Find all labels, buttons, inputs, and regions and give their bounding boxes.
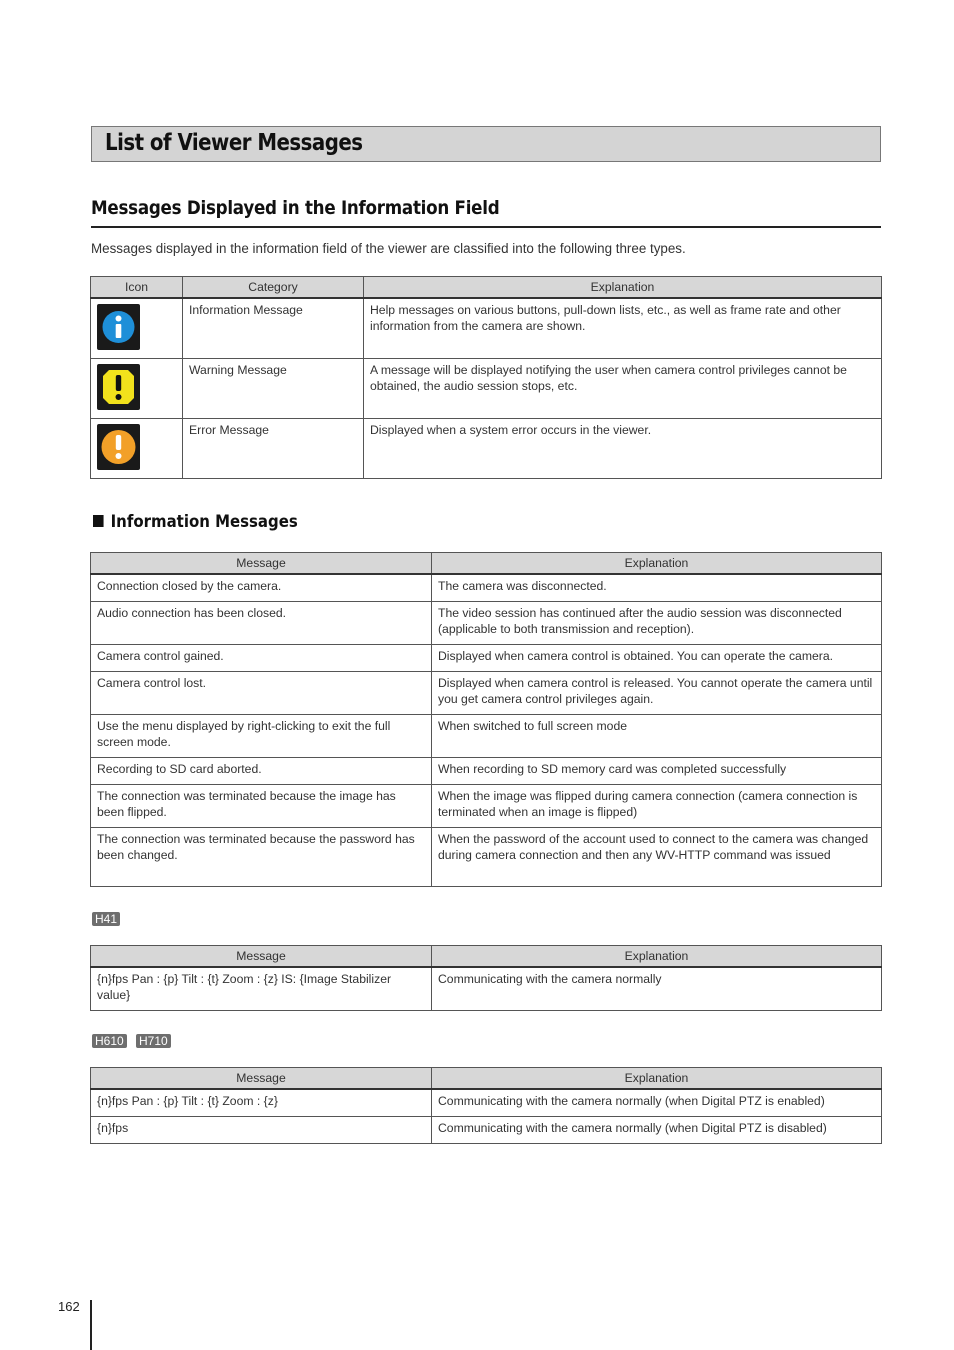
explanation-cell: Help messages on various buttons, pull-down lists, etc., as well as frame rate and other information from the camera are shown. xyxy=(364,298,882,358)
h610-h710-messages-table xyxy=(90,1067,882,1144)
explanation-cell: A message will be displayed notifying the user when camera control privileges cannot be obtained, the audio session stops, etc. xyxy=(364,358,882,418)
explanation-cell: Communicating with the camera normally (when Digital PTZ is disabled) xyxy=(432,1116,882,1143)
page-number: 162 xyxy=(58,1299,80,1314)
table-row xyxy=(91,784,882,827)
message-cell: The connection was terminated because the password has been changed. xyxy=(91,827,432,886)
category-cell: Warning Message xyxy=(183,358,364,418)
message-cell: Camera control lost. xyxy=(91,671,432,714)
explanation-cell: Communicating with the camera normally xyxy=(432,967,882,1010)
message-cell: Recording to SD card aborted. xyxy=(91,757,432,784)
column-header-message: Message xyxy=(91,1068,432,1090)
table-row xyxy=(91,967,882,1010)
information-icon xyxy=(97,304,140,350)
warning-icon xyxy=(97,364,140,410)
column-header-explanation: Explanation xyxy=(432,946,882,968)
information-messages-table xyxy=(90,552,882,887)
table-row xyxy=(91,1116,882,1143)
column-header-explanation: Explanation xyxy=(364,277,882,299)
table-header-row xyxy=(91,553,882,575)
model-tag-h41: H41 xyxy=(92,912,120,926)
model-tag-h610: H610 xyxy=(92,1034,127,1048)
column-header-category: Category xyxy=(183,277,364,299)
table-header-row xyxy=(91,1068,882,1090)
table-row xyxy=(91,714,882,757)
explanation-cell: Communicating with the camera normally (when Digital PTZ is enabled) xyxy=(432,1089,882,1116)
category-cell: Information Message xyxy=(183,298,364,358)
explanation-cell: When switched to full screen mode xyxy=(432,714,882,757)
table-header-row xyxy=(91,946,882,968)
table-row xyxy=(91,298,882,358)
model-tag-h710: H710 xyxy=(136,1034,171,1048)
page-margin-rule xyxy=(90,1300,92,1350)
chapter-title: List of Viewer Messages xyxy=(105,130,363,156)
explanation-cell: The video session has continued after the audio session was disconnected (applicable to both transmission and reception). xyxy=(432,601,882,644)
table-row xyxy=(91,644,882,671)
message-cell: Use the menu displayed by right-clicking to exit the full screen mode. xyxy=(91,714,432,757)
h41-messages-table xyxy=(90,945,882,1011)
chapter-header xyxy=(91,126,881,162)
message-cell: Audio connection has been closed. xyxy=(91,601,432,644)
message-cell: {n}fps Pan : {p} Tilt : {t} Zoom : {z} xyxy=(91,1089,432,1116)
explanation-cell: Displayed when camera control is obtained. You can operate the camera. xyxy=(432,644,882,671)
square-bullet-icon xyxy=(93,515,104,527)
table-row xyxy=(91,601,882,644)
message-cell: {n}fps Pan : {p} Tilt : {t} Zoom : {z} IS: {Image Stabilizer value} xyxy=(91,967,432,1010)
table-header-row xyxy=(91,277,882,299)
section-title: Messages Displayed in the Information Field xyxy=(91,197,500,219)
table-row xyxy=(91,418,882,478)
message-cell: Connection closed by the camera. xyxy=(91,574,432,601)
column-header-message: Message xyxy=(91,553,432,575)
message-cell: {n}fps xyxy=(91,1116,432,1143)
information-messages-title: Information Messages xyxy=(110,512,298,532)
message-types-table xyxy=(90,276,882,479)
column-header-explanation: Explanation xyxy=(432,1068,882,1090)
table-row xyxy=(91,757,882,784)
error-icon xyxy=(97,424,140,470)
column-header-message: Message xyxy=(91,946,432,968)
explanation-cell: Displayed when camera control is released. You cannot operate the camera until you get camera control privileges again. xyxy=(432,671,882,714)
section-divider xyxy=(91,226,881,228)
explanation-cell: When the password of the account used to connect to the camera was changed during camera connection and then any WV-HTTP command was issued xyxy=(432,827,882,886)
message-cell: The connection was terminated because the image has been flipped. xyxy=(91,784,432,827)
table-row xyxy=(91,671,882,714)
explanation-cell: When the image was flipped during camera connection (camera connection is terminated when an image is flipped) xyxy=(432,784,882,827)
explanation-cell: When recording to SD memory card was completed successfully xyxy=(432,757,882,784)
explanation-cell: The camera was disconnected. xyxy=(432,574,882,601)
table-row xyxy=(91,358,882,418)
column-header-icon: Icon xyxy=(91,277,183,299)
table-row xyxy=(91,1089,882,1116)
information-messages-heading xyxy=(93,511,298,533)
table-row xyxy=(91,574,882,601)
explanation-cell: Displayed when a system error occurs in the viewer. xyxy=(364,418,882,478)
column-header-explanation: Explanation xyxy=(432,553,882,575)
message-cell: Camera control gained. xyxy=(91,644,432,671)
intro-paragraph: Messages displayed in the information field of the viewer are classified into the following three types. xyxy=(91,241,686,256)
table-row xyxy=(91,827,882,886)
category-cell: Error Message xyxy=(183,418,364,478)
